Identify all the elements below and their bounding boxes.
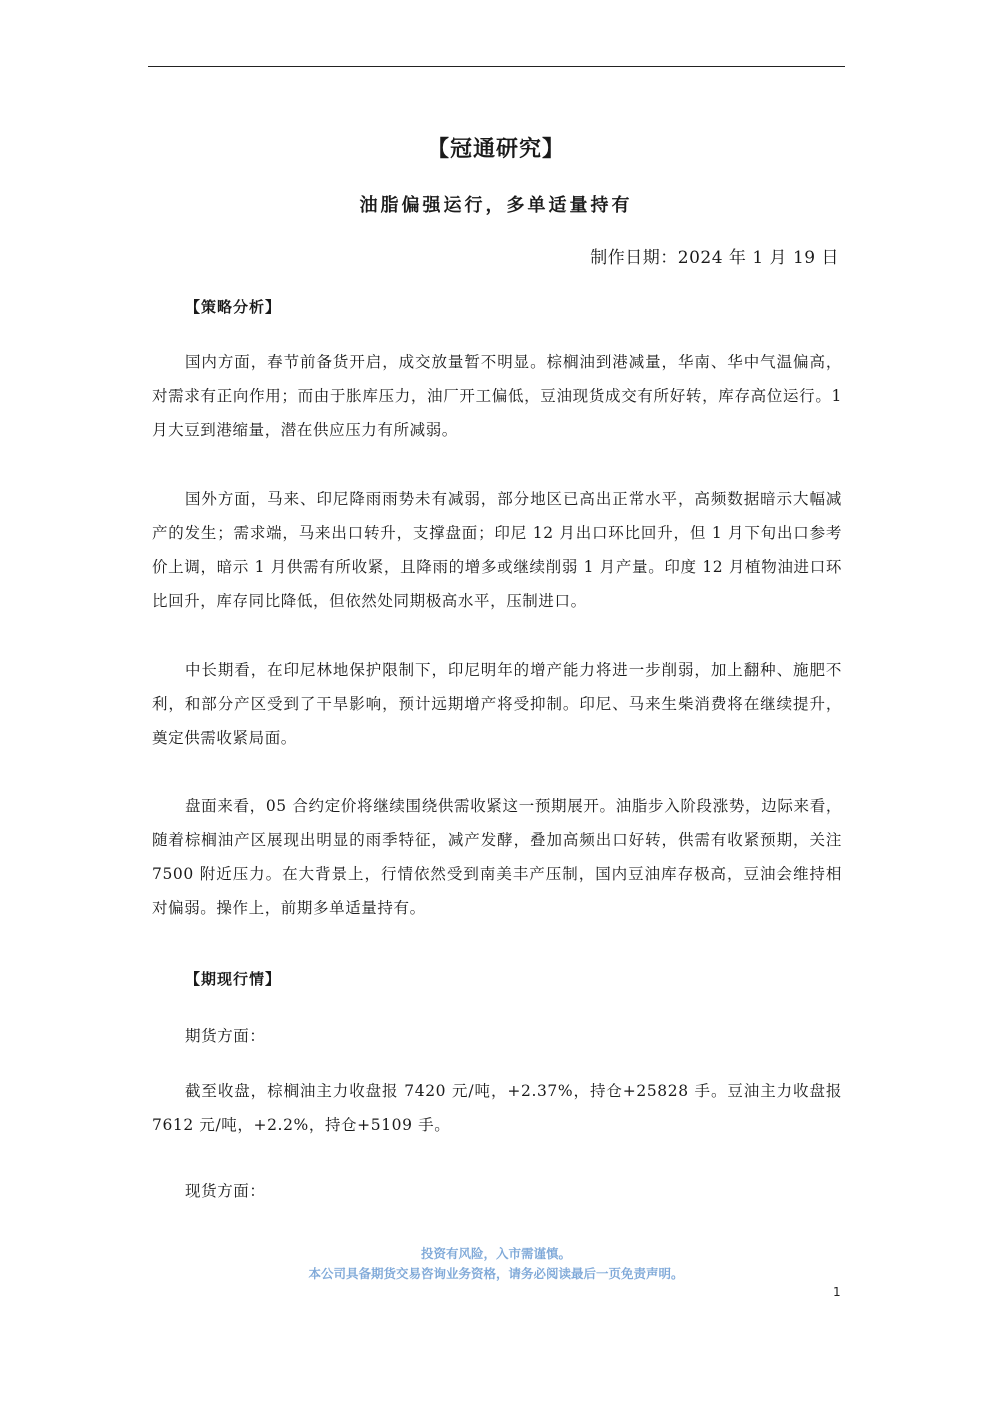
header-rule	[148, 66, 845, 67]
qualification-disclaimer: 本公司具备期货交易咨询业务资格，请务必阅读最后一页免责声明。	[308, 1266, 684, 1281]
strategy-paragraph-domestic: 国内方面，春节前备货开启，成交放量暂不明显。棕榈油到港减量，华南、华中气温偏高，对需求有正向作用；而由于胀库压力，油厂开工偏低，豆油现货成交有所好转，库存高位运行。1 月大豆到港缩量，潜在供应压力有所减弱。	[152, 353, 842, 439]
document-date: 制作日期：2024 年 1 月 19 日	[590, 248, 839, 268]
document-subtitle: 油脂偏强运行，多单适量持有	[359, 195, 633, 216]
strategy-paragraph-outlook: 盘面来看，05 合约定价将继续围绕供需收紧这一预期展开。油脂步入阶段涨势，边际来看，随着棕榈油产区展现出明显的雨季特征，减产发酵，叠加高频出口好转，供需有收紧预期，关注 7500 附近压力。在大背景上，行情依然受到南美丰产压制，国内豆油库存极高，豆油会维持相对偏弱。操作上，前期多单适量持有。	[152, 797, 842, 917]
spot-label: 现货方面：	[185, 1182, 266, 1200]
risk-disclaimer: 投资有风险，入市需谨慎。	[420, 1246, 571, 1261]
market-heading: 【期现行情】	[185, 970, 282, 988]
strategy-paragraph-overseas: 国外方面，马来、印尼降雨雨势未有减弱，部分地区已高出正常水平，高频数据暗示大幅减产的发生；需求端，马来出口转升，支撑盘面；印尼 12 月出口环比回升，但 1 月下旬出口参考价上调，暗示 1 月供需有所收紧，且降雨的增多或继续削弱 1 月产量。印度 12 月植物油进口环比回升，库存同比降低，但依然处同期极高水平，压制进口。	[152, 490, 842, 610]
strategy-paragraph-long-term: 中长期看，在印尼林地保护限制下，印尼明年的增产能力将进一步削弱，加上翻种、施肥不利，和部分产区受到了干旱影响，预计远期增产将受抑制。印尼、马来生柴消费将在继续提升，奠定供需收紧局面。	[152, 661, 842, 747]
futures-paragraph: 截至收盘，棕榈油主力收盘报 7420 元/吨，+2.37%，持仓+25828 手。豆油主力收盘报 7612 元/吨，+2.2%，持仓+5109 手。	[152, 1082, 842, 1134]
document-title: 【冠通研究】	[426, 136, 565, 162]
strategy-heading: 【策略分析】	[185, 298, 282, 316]
futures-label: 期货方面：	[185, 1027, 266, 1045]
page-number: 1	[833, 1285, 841, 1299]
